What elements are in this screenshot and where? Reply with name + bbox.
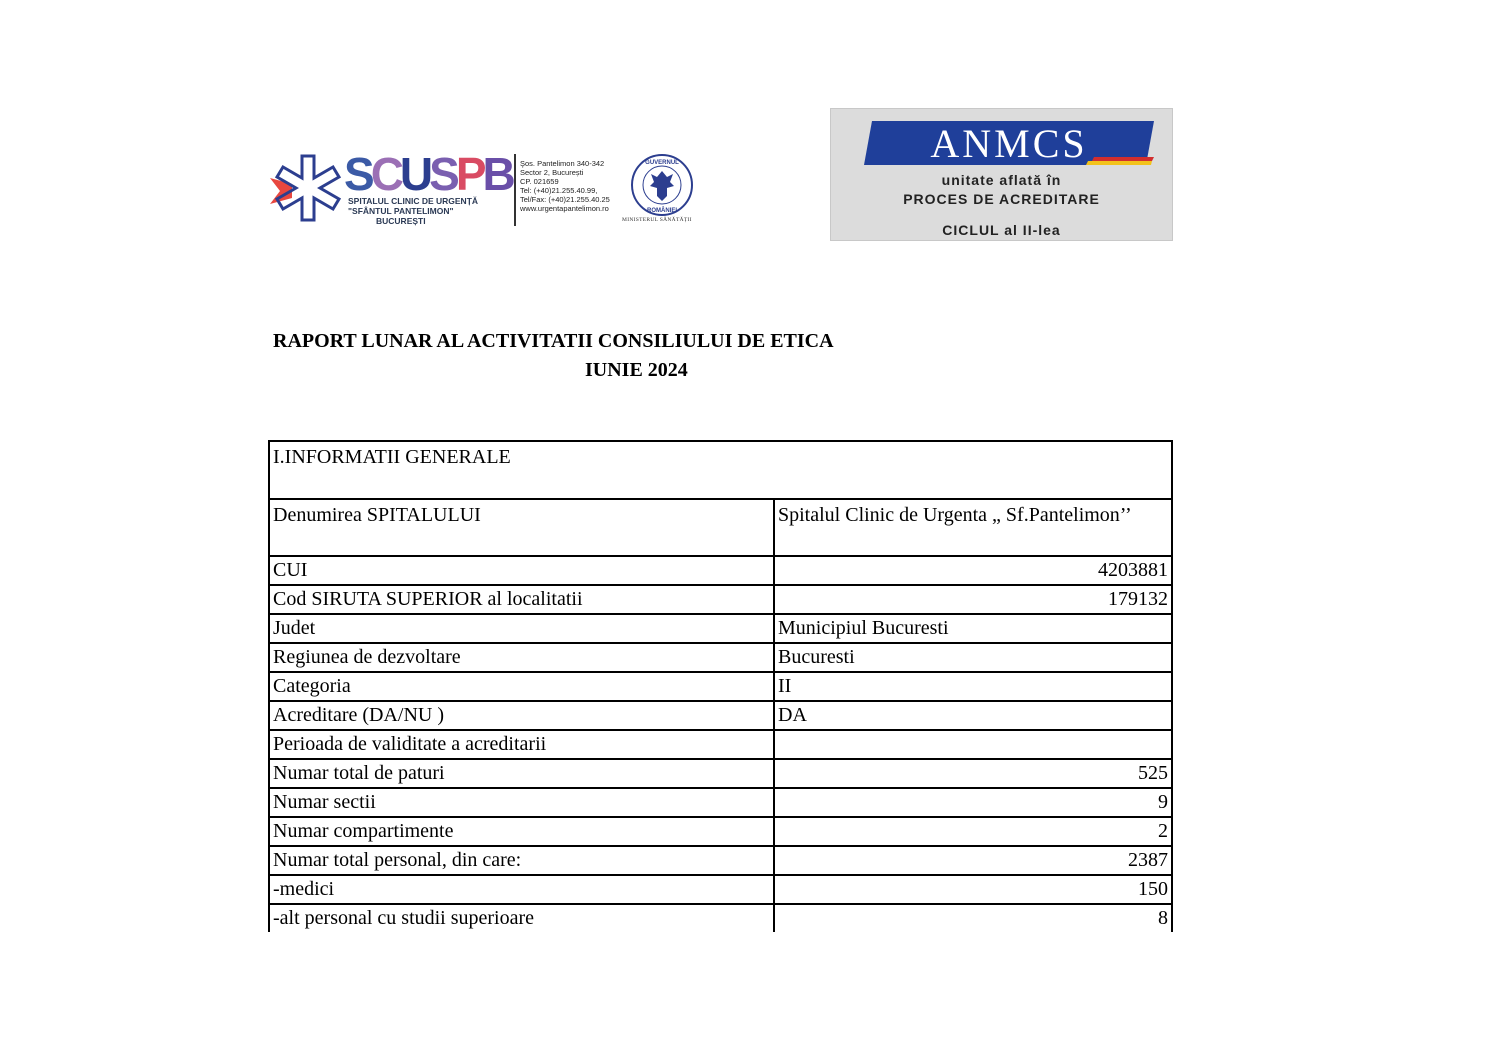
hospital-name: SPITALUL CLINIC DE URGENȚĂ "SFÂNTUL PANTELIMON" BUCUREȘTI <box>348 196 479 226</box>
table-row <box>269 585 1172 614</box>
row-label: Numar total personal, din care: <box>269 846 774 875</box>
table-row <box>269 759 1172 788</box>
table-row <box>269 672 1172 701</box>
row-value <box>774 730 1172 759</box>
row-label: Categoria <box>269 672 774 701</box>
row-value: Bucuresti <box>774 643 1172 672</box>
row-label: Numar total de paturi <box>269 759 774 788</box>
table-row <box>269 643 1172 672</box>
table-row <box>269 788 1172 817</box>
table-section-header <box>269 441 1172 499</box>
row-label: -medici <box>269 875 774 904</box>
row-label: Cod SIRUTA SUPERIOR al localitatii <box>269 585 774 614</box>
svg-text:ROMÂNIEI: ROMÂNIEI <box>647 208 677 214</box>
row-label: -alt personal cu studii superioare <box>269 904 774 936</box>
document-title: RAPORT LUNAR AL ACTIVITATII CONSILIULUI DE ETICA <box>273 330 834 352</box>
row-value: Municipiul Bucuresti <box>774 614 1172 643</box>
table-row <box>269 499 1172 556</box>
row-value: 9 <box>774 788 1172 817</box>
row-value: II <box>774 672 1172 701</box>
table-row <box>269 556 1172 585</box>
row-value: 4203881 <box>774 556 1172 585</box>
hospital-brand-text: SCUSPB <box>344 148 512 200</box>
row-label: Acreditare (DA/NU ) <box>269 701 774 730</box>
row-value: 179132 <box>774 585 1172 614</box>
row-label: Numar compartimente <box>269 817 774 846</box>
row-value: 150 <box>774 875 1172 904</box>
row-value: 2 <box>774 817 1172 846</box>
anmcs-line-1: unitate aflată în <box>941 172 1062 188</box>
hospital-contact: Şos. Pantelimon 340-342 Sector 2, București CP. 021659 Tel: (+40)21.255.40.99, Tel/Fax: (+40)21.255.40.25 www.urgentapantelimon.ro <box>520 159 610 213</box>
ministry-label: MINISTERUL SĂNĂTĂȚII <box>622 217 692 223</box>
table-row <box>269 614 1172 643</box>
row-label: Denumirea SPITALULUI <box>269 499 774 556</box>
document-period: IUNIE 2024 <box>585 359 688 381</box>
row-value: Spitalul Clinic de Urgenta „ Sf.Pantelimon’’ <box>774 499 1172 556</box>
star-of-life-icon <box>270 152 346 228</box>
table-row <box>269 701 1172 730</box>
government-seal-icon <box>626 153 698 217</box>
table-row <box>269 730 1172 759</box>
row-value: 2387 <box>774 846 1172 875</box>
row-label: Judet <box>269 614 774 643</box>
anmcs-banner-text: ANMCS <box>930 120 1088 166</box>
row-value: 8 <box>774 904 1172 936</box>
row-label: Regiunea de dezvoltare <box>269 643 774 672</box>
hospital-logo <box>270 150 702 230</box>
svg-text:GUVERNUL: GUVERNUL <box>645 160 679 166</box>
table-row <box>269 875 1172 904</box>
anmcs-line-2: PROCES DE ACREDITARE <box>903 191 1100 207</box>
table-row <box>269 846 1172 875</box>
table-row <box>269 817 1172 846</box>
section-title: I.INFORMATII GENERALE <box>269 441 1172 499</box>
page-bottom-margin <box>0 932 1497 1058</box>
general-info-table <box>268 440 1173 936</box>
anmcs-line-3: CICLUL al II-lea <box>942 222 1061 238</box>
row-label: CUI <box>269 556 774 585</box>
logo-divider <box>514 154 516 226</box>
row-value: 525 <box>774 759 1172 788</box>
row-label: Numar sectii <box>269 788 774 817</box>
anmcs-accreditation-badge <box>830 108 1173 241</box>
row-label: Perioada de validitate a acreditarii <box>269 730 774 759</box>
row-value: DA <box>774 701 1172 730</box>
